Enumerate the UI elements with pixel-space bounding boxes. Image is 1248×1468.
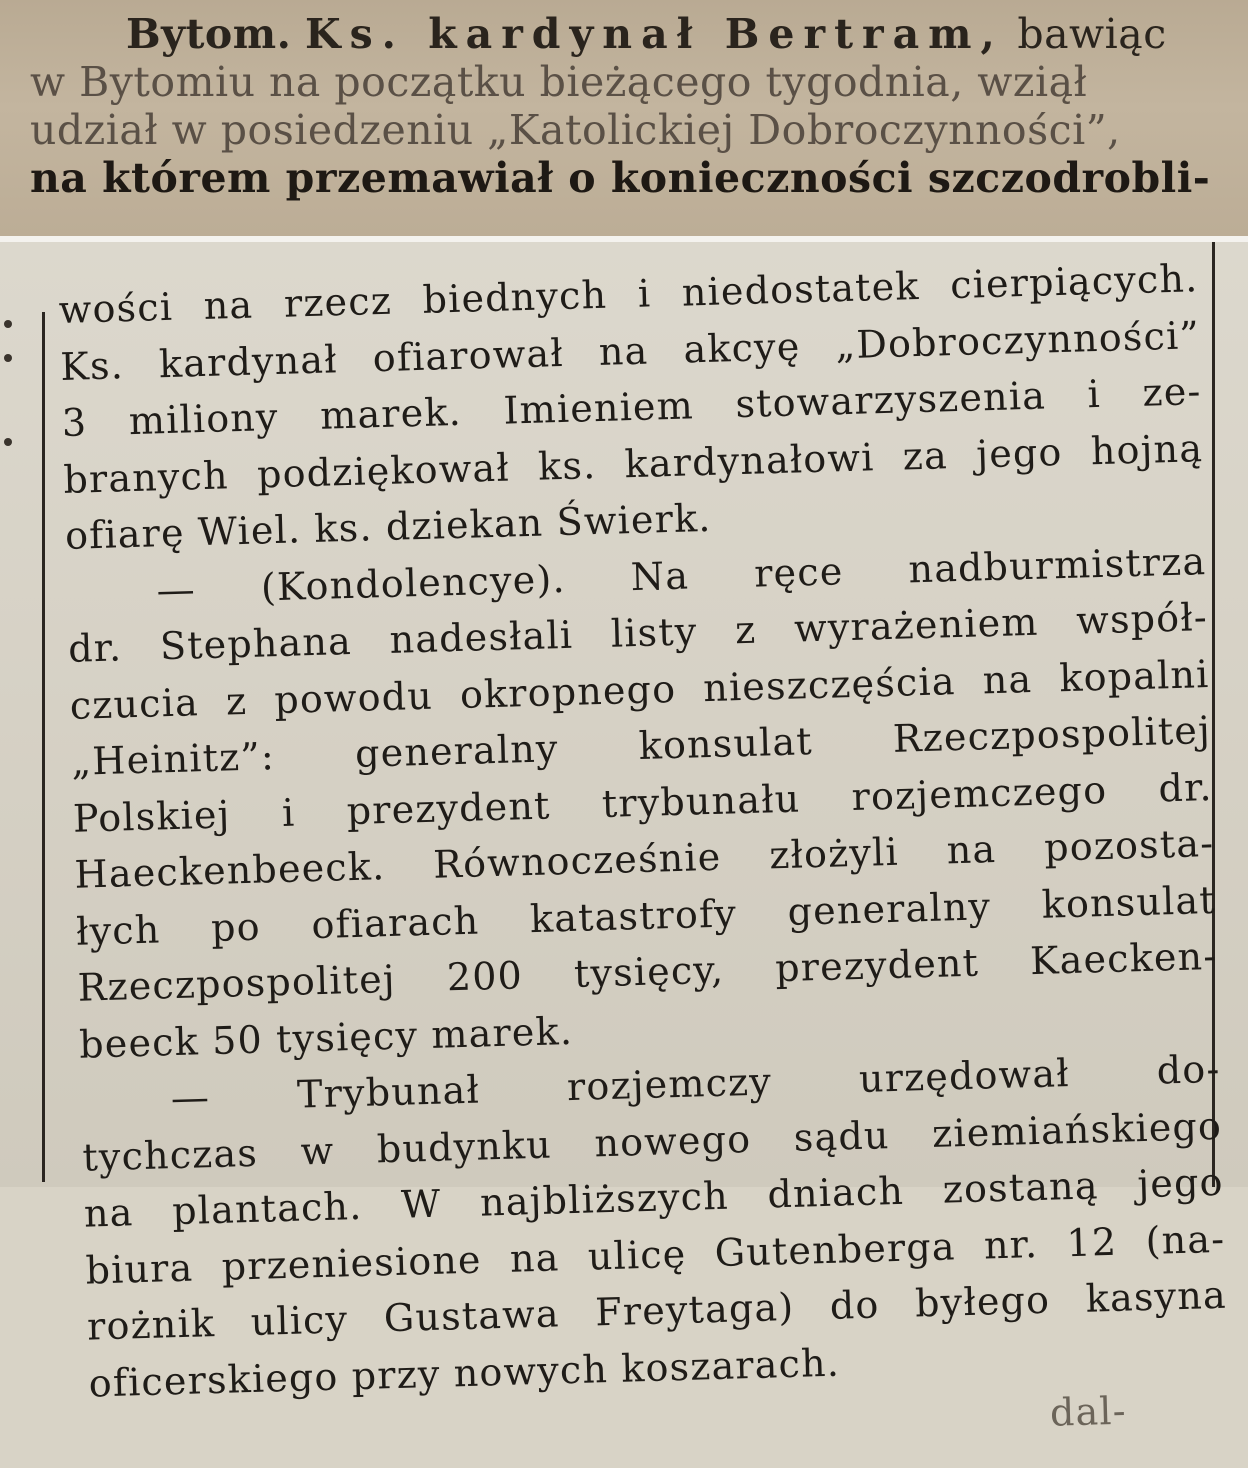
article-line-2: w Bytomiu na początku bieżącego tygodnia, wziął xyxy=(30,58,1088,106)
body-line: rożnik ulicy Gustawa Freytaga) do byłego kasyna xyxy=(86,1272,1228,1349)
body-line: tychczas w budynku nowego sądu ziemiańskiego xyxy=(81,1103,1223,1180)
article-line-1 xyxy=(30,10,1208,58)
body-line: „Heinitz”: generalny konsulat Rzeczpospolitej xyxy=(70,707,1212,784)
article-line-1-rest: bawiąc xyxy=(1003,10,1167,58)
top-newspaper-clipping xyxy=(0,0,1248,236)
section-trybunal-start: — Trybunał rozjemczy urzędował do- xyxy=(170,1046,1222,1121)
body-line: łych po ofiarach katastrofy generalny konsulat xyxy=(75,877,1217,954)
dateline-bytom: Bytom. xyxy=(126,10,292,58)
column-rule-left xyxy=(42,312,45,1182)
article-line-3: udział w posiedzeniu „Katolickiej Dobroczynności”, xyxy=(30,106,1121,154)
edge-ink-mark xyxy=(4,438,12,446)
body-line: na plantach. W najbliższych dniach zostaną jego xyxy=(83,1159,1225,1236)
body-line: beeck 50 tysięcy marek. xyxy=(78,1008,574,1067)
article-line-4: na którem przemawiał o konieczności szczodrobli- xyxy=(30,154,1211,202)
edge-ink-mark xyxy=(4,354,12,362)
body-line: wości na rzecz biednych i niedostatek cierpiących. xyxy=(58,256,1199,332)
body-line: Haeckenbeeck. Równocześnie złożyli na pozosta- xyxy=(73,820,1215,897)
bottom-newspaper-clipping xyxy=(0,242,1248,1435)
section-kondolencye-start: — (Kondolencye). Na ręce nadburmistrza xyxy=(156,538,1207,612)
article-body xyxy=(58,250,1231,1468)
body-line: Rzeczpospolitej 200 tysięcy, prezydent Kaecken- xyxy=(77,933,1218,1010)
body-line: dr. Stephana nadesłali listy z wyrażeniem współ- xyxy=(67,595,1209,671)
body-line: 3 miliony marek. Imieniem stowarzyszenia i ze- xyxy=(61,369,1203,445)
body-line: ofiarę Wiel. ks. dziekan Świerk. xyxy=(64,495,713,558)
body-line: Ks. kardynał ofiarował na akcyę „Dobroczynności” xyxy=(59,312,1201,389)
trailing-fragment: dal- xyxy=(1049,1388,1128,1435)
body-line: branych podziękował ks. kardynałowi za jego hojną xyxy=(62,425,1204,502)
edge-ink-mark xyxy=(4,320,12,328)
spaced-name-cardinal: Ks. kardynał Bertram, xyxy=(304,10,1004,58)
body-line: czucia z powodu okropnego nieszczęścia na kopalni xyxy=(69,651,1210,728)
body-line: biura przeniesione na ulicę Gutenberga nr. 12 (na- xyxy=(84,1216,1226,1293)
body-line: oficerskiego przy nowych koszarach. xyxy=(88,1340,841,1406)
body-line: Polskiej i prezydent trybunału rozjemczego dr. xyxy=(72,764,1214,841)
